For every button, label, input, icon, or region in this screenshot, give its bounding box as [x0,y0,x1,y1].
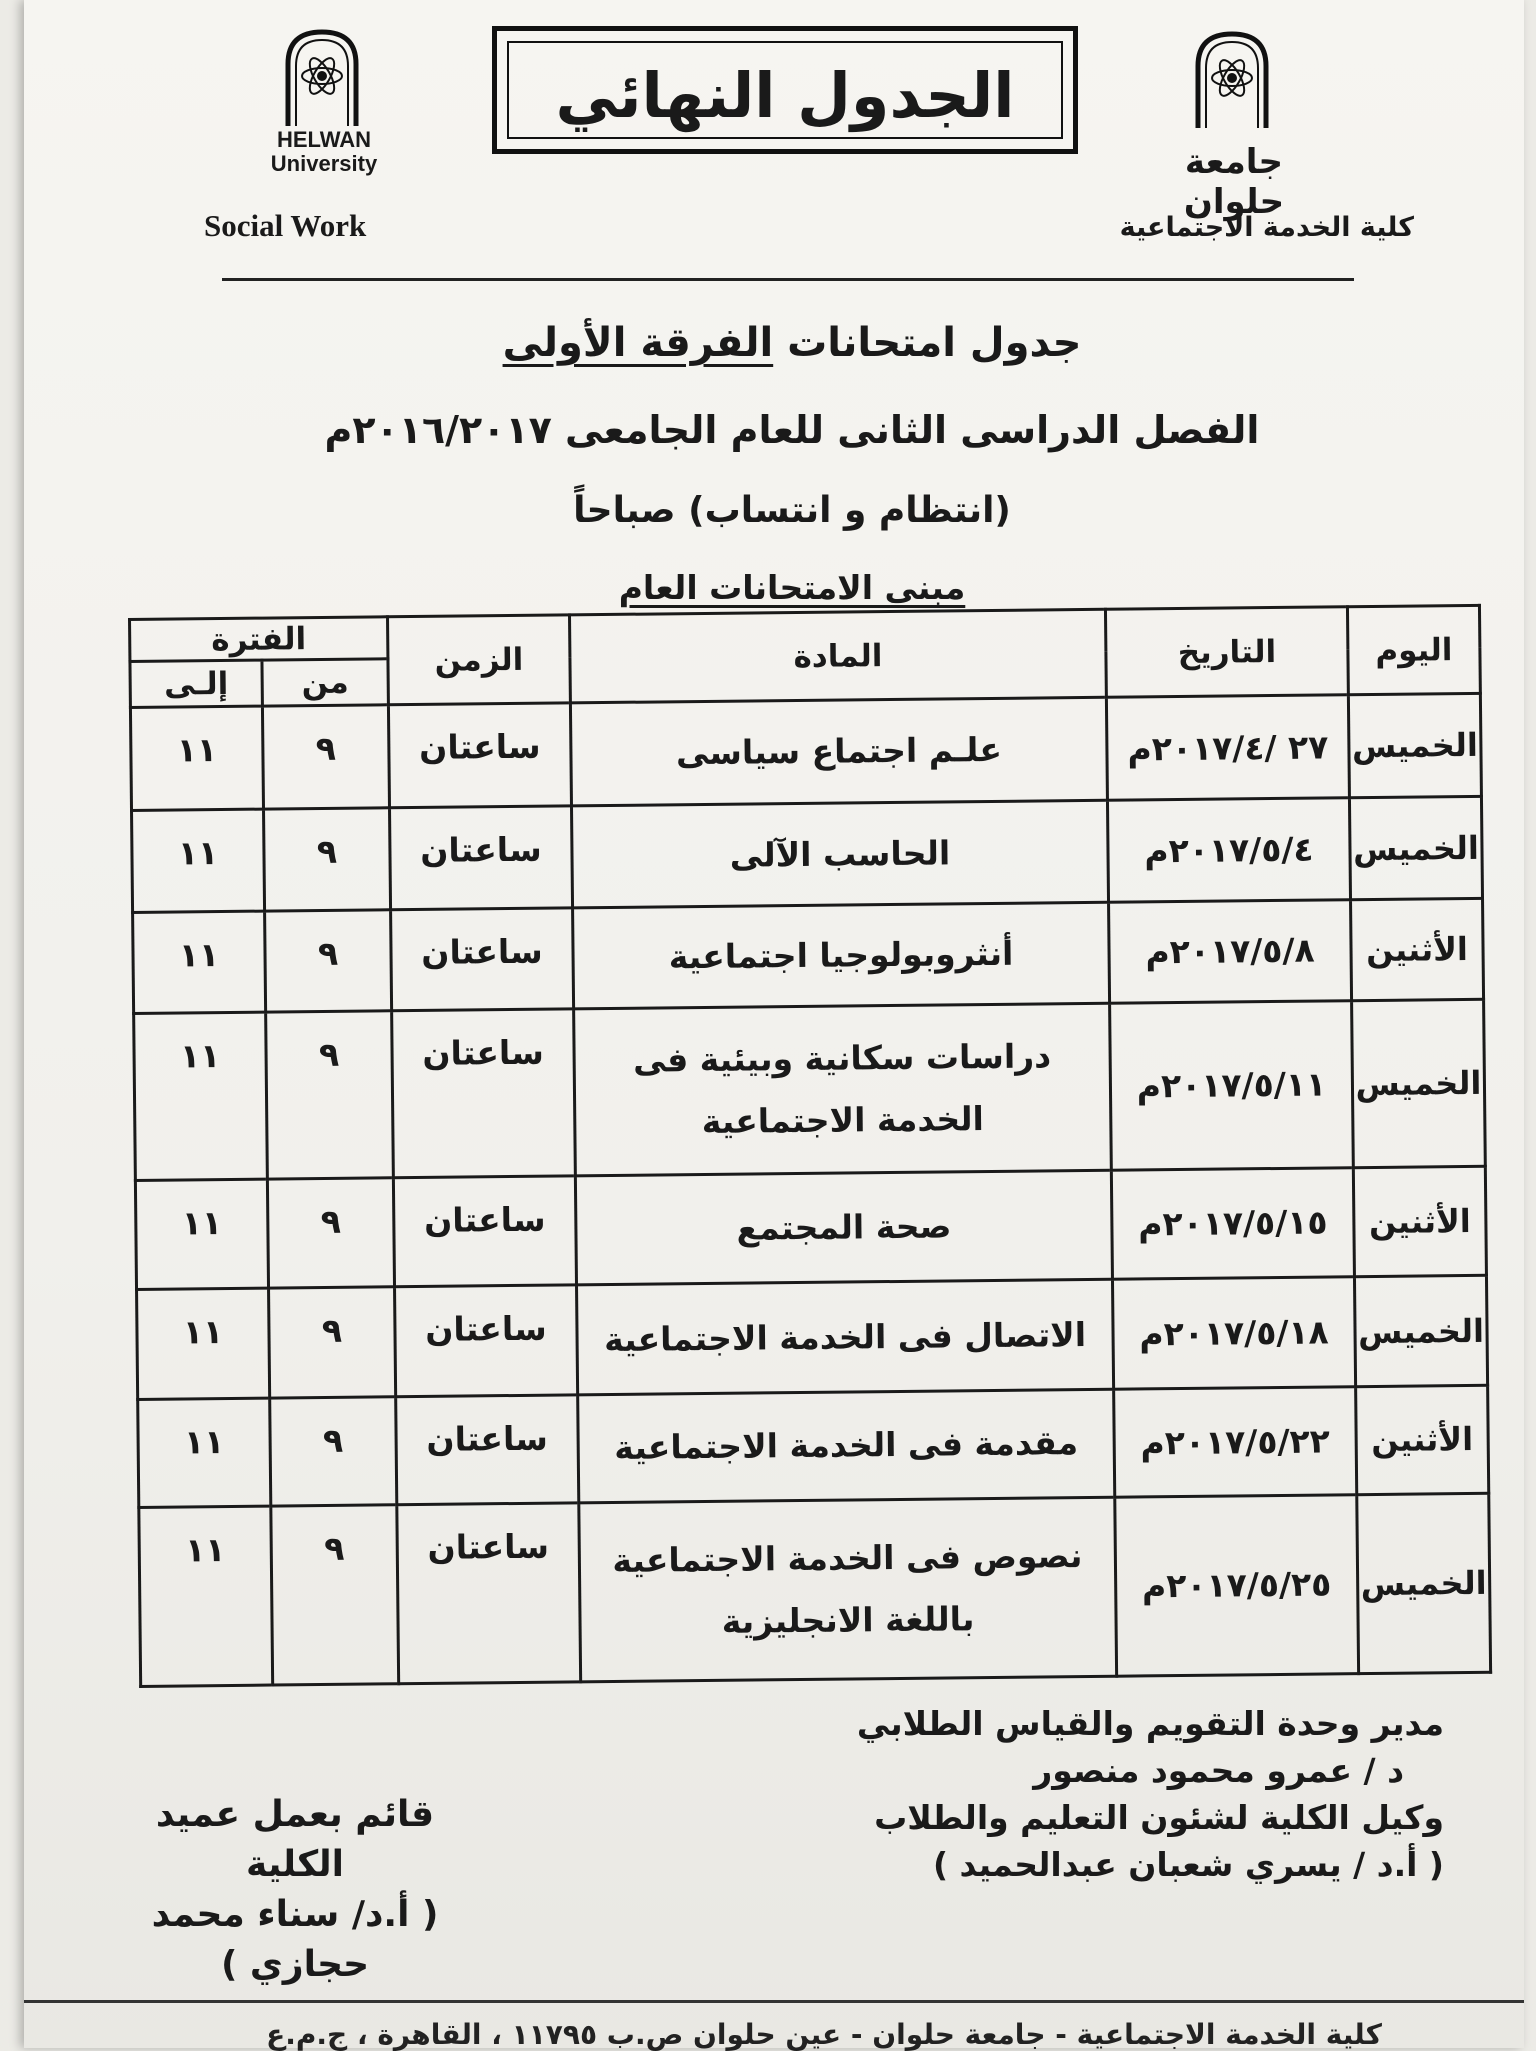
header-subject: المادة [570,609,1107,703]
semester-heading: الفصل الدراسى الثانى للعام الجامعى ٢٠١٦/٢٠١٧م [324,408,1260,452]
signature-line: وكيل الكلية لشئون التعليم والطلاب [874,1798,1444,1837]
heading-emphasis: الفرقة الأولى [502,320,774,366]
cell-from: ٩ [265,909,392,1012]
header-period: الفترة [130,617,388,662]
heading-prefix: جدول امتحانات [773,320,1082,366]
faculty-name-en: Social Work [204,208,367,243]
header-date: التاريخ [1105,607,1348,698]
footer-divider [24,2000,1524,2003]
header-from: من [262,659,388,706]
main-title: الجدول النهائي [555,59,1015,132]
cell-day: الخميس [1349,797,1482,900]
university-logo-right [1192,30,1272,130]
document-page [24,0,1524,2051]
cell-date: ٢٠١٧/٥/١٥م [1111,1167,1354,1279]
university-logo-left [282,28,362,128]
exam-schedule-table [128,604,1489,1688]
header-to: إلـى [130,660,262,707]
signature-line: د / عمرو محمود منصور [1033,1751,1404,1790]
cell-duration: ساعتان [391,908,574,1011]
cell-duration: ساعتان [388,703,571,808]
cell-duration: ساعتان [390,806,573,909]
cell-to: ١١ [130,706,263,811]
schedule-heading [224,320,1360,366]
cell-subject: الحاسب الآلى [572,801,1109,908]
cell-from: ٩ [267,1177,394,1288]
cell-from: ٩ [266,1011,394,1179]
table-header-row [130,605,1480,661]
cell-day: الأثنين [1353,1166,1486,1277]
signature-block-left [120,1790,470,1990]
cell-subject: نصوص فى الخدمة الاجتماعية باللغة الانجليزية [579,1497,1117,1682]
cell-date: ٢٧ /٢٠١٧/٤م [1106,695,1349,801]
cell-duration: ساعتان [397,1502,581,1683]
signature-block-right [844,1700,1444,1888]
cell-subject: صحة المجتمع [575,1170,1112,1285]
cell-day: الخميس [1357,1493,1491,1674]
cell-to: ١١ [138,1398,271,1507]
table-row [137,1276,1488,1400]
cell-from: ٩ [271,1504,399,1685]
table-row [139,1493,1491,1687]
cell-date: ٢٠١٧/٥/٢٢م [1114,1387,1357,1497]
cell-date: ٢٠١٧/٥/١٨م [1112,1277,1355,1389]
cell-subject: علـم اجتماع سياسى [570,697,1107,806]
cell-day: الخميس [1348,693,1481,798]
cell-to: ١١ [134,1012,268,1180]
study-mode-heading: (انتظام و انتساب) صباحاً [573,490,1011,531]
cell-from: ٩ [269,1287,396,1398]
signature-line: ( أ.د/ سناء محمد حجازي ) [151,1894,439,1985]
cell-date: ٢٠١٧/٥/٤م [1107,798,1350,902]
cell-duration: ساعتان [393,1175,576,1287]
cell-subject: مقدمة فى الخدمة الاجتماعية [578,1389,1115,1502]
cell-duration: ساعتان [392,1009,576,1178]
table-row [132,797,1483,912]
university-name-ar: جامعة حلوان [1183,142,1285,222]
cell-day: الخميس [1354,1276,1487,1387]
footer-address: كلية الخدمة الاجتماعية - جامعة حلوان - عين حلوان ص.ب ١١٧٩٥ ، القاهرة ، ج.م.ع [266,2018,1382,2051]
exam-building-heading: مبنى الامتحانات العام [618,568,966,607]
signature-line: قائم بعمل عميد الكلية [155,1794,435,1885]
table-row [130,693,1481,811]
table-row [133,898,1484,1013]
cell-to: ١١ [135,1179,268,1290]
header-duration: الزمن [388,615,571,705]
cell-from: ٩ [262,705,389,810]
signature-line: ( أ.د / يسري شعبان عبدالحميد ) [932,1845,1444,1884]
cell-date: ٢٠١٧/٥/١١م [1110,1001,1354,1170]
cell-subject: أنثروبولوجيا اجتماعية [573,902,1110,1009]
cell-day: الأثنين [1351,898,1484,1001]
signature-line: مدير وحدة التقويم والقياس الطلابي [856,1704,1444,1743]
cell-subject: دراسات سكانية وبيئية فى الخدمة الاجتماعية [574,1003,1112,1175]
cell-to: ١١ [132,809,265,912]
cell-from: ٩ [264,808,391,911]
table-row [135,1166,1486,1290]
header-day: اليوم [1347,605,1480,694]
faculty-name-ar: كلية الخدمة الاجتماعية [1119,212,1414,243]
cell-day: الأثنين [1356,1385,1489,1494]
cell-to: ١١ [137,1288,270,1399]
cell-date: ٢٠١٧/٥/٨م [1109,899,1352,1003]
cell-from: ٩ [270,1397,397,1506]
table-row [134,999,1486,1180]
cell-duration: ساعتان [395,1285,578,1397]
table-row [138,1385,1489,1507]
cell-day: الخميس [1352,999,1486,1167]
main-title-box [492,26,1078,154]
header-divider [222,278,1354,281]
cell-subject: الاتصال فى الخدمة الاجتماعية [577,1280,1114,1395]
cell-date: ٢٠١٧/٥/٢٥م [1115,1494,1359,1676]
university-name-en: HELWAN University [270,127,378,176]
cell-to: ١١ [139,1506,273,1687]
cell-to: ١١ [133,911,266,1014]
cell-duration: ساعتان [396,1395,579,1504]
